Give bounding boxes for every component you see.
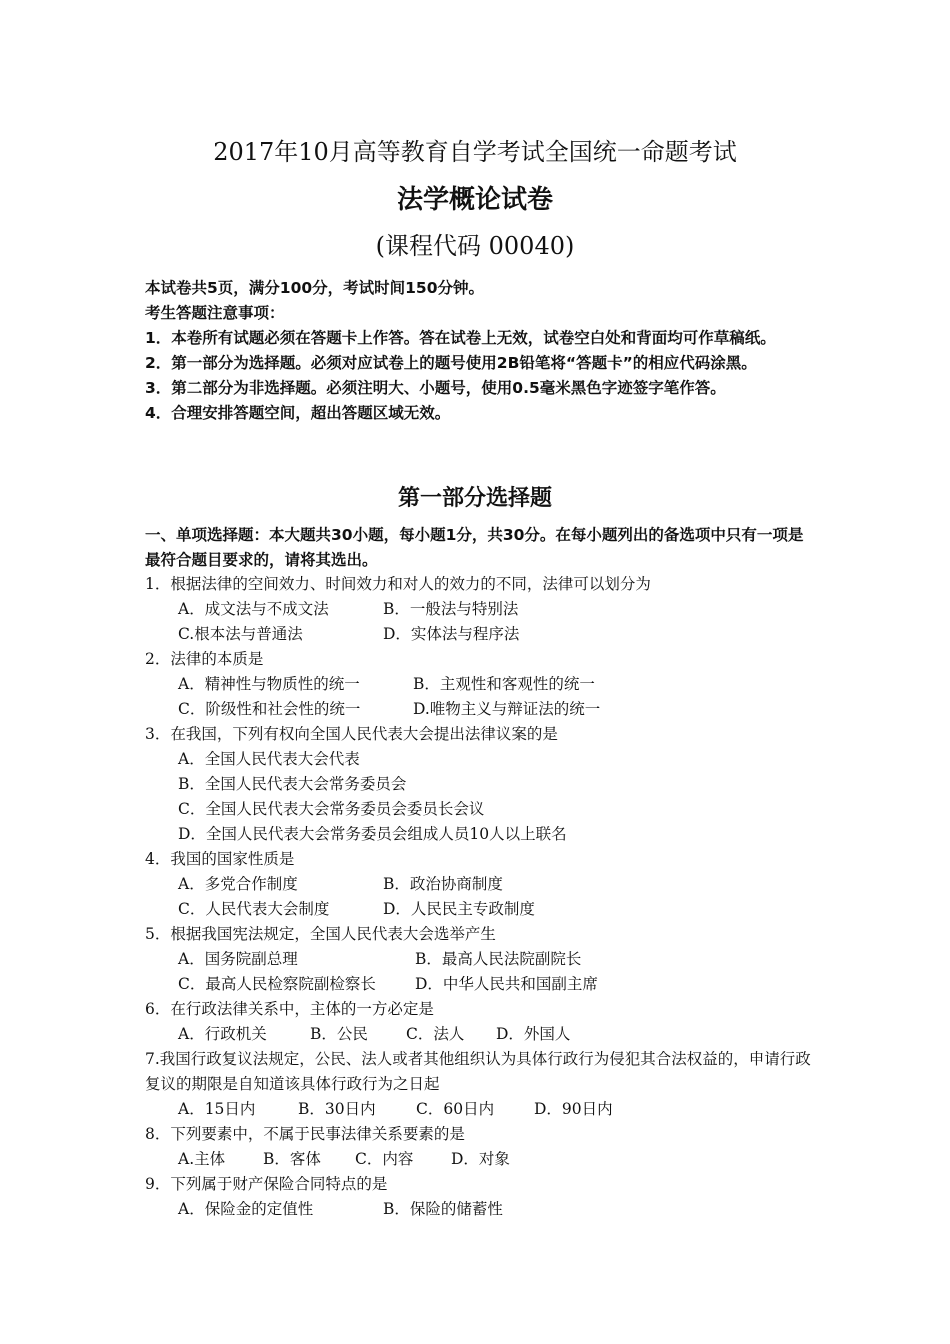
answer-option: B．客体	[263, 1150, 321, 1168]
answer-option: B．最高人民法院副院长	[415, 950, 582, 968]
option-row	[145, 1022, 825, 1047]
answer-option: D．实体法与程序法	[383, 625, 520, 643]
answer-option: B．公民	[310, 1025, 368, 1043]
question-stem: 9．下列属于财产保险合同特点的是	[145, 1175, 388, 1193]
answer-option: A．保险金的定值性	[178, 1200, 314, 1218]
option-row	[145, 672, 825, 697]
question-stem: 6．在行政法律关系中，主体的一方必定是	[145, 1000, 434, 1018]
answer-option: A．全国人民代表大会代表	[178, 750, 360, 768]
option-row	[145, 947, 825, 972]
option-row	[145, 797, 825, 822]
question-stem: 3．在我国，下列有权向全国人民代表大会提出法律议案的是	[145, 725, 558, 743]
answer-option: A．国务院副总理	[178, 950, 298, 968]
answer-option: C．60日内	[416, 1100, 495, 1118]
option-row	[145, 897, 825, 922]
note-line: 4．合理安排答题空间，超出答题区域无效。	[145, 404, 451, 422]
option-row	[145, 1147, 825, 1172]
exam-header-line: 2017年10月高等教育自学考试全国统一命题考试	[213, 138, 737, 166]
option-row	[145, 872, 825, 897]
note-line: 3．第二部分为非选择题。必须注明大、小题号，使用0.5毫米黑色字迹签字笔作答。	[145, 379, 726, 397]
answer-option: D．对象	[451, 1150, 510, 1168]
course-code: (课程代码 00040)	[375, 232, 575, 260]
answer-option: C．最高人民检察院副检察长	[178, 975, 376, 993]
answer-option: C.根本法与普通法	[178, 625, 303, 643]
question-stem: 7.我国行政复议法规定，公民、法人或者其他组织认为具体行政行为侵犯其合法权益的，申请行政复议的期限是自知道该具体行政行为之日起	[145, 1050, 811, 1093]
question-stem: 2．法律的本质是	[145, 650, 264, 668]
question-stem: 8．下列要素中，不属于民事法律关系要素的是	[145, 1125, 465, 1143]
answer-option: B．全国人民代表大会常务委员会	[178, 775, 407, 793]
answer-option: C．法人	[406, 1025, 465, 1043]
section-title: 第一部分选择题	[397, 486, 552, 511]
answer-option: B．保险的储蓄性	[383, 1200, 503, 1218]
question-stem: 1．根据法律的空间效力、时间效力和对人的效力的不同，法律可以划分为	[145, 575, 651, 593]
answer-option: C．内容	[355, 1150, 414, 1168]
question-stem: 4．我国的国家性质是	[145, 850, 295, 868]
answer-option: C．人民代表大会制度	[178, 900, 330, 918]
option-row	[145, 972, 825, 997]
answer-option: D.唯物主义与辩证法的统一	[413, 700, 601, 718]
answer-option: C．全国人民代表大会常务委员会委员长会议	[178, 800, 485, 818]
option-row	[145, 747, 825, 772]
answer-option: C．阶级性和社会性的统一	[178, 700, 361, 718]
answer-option: D．人民民主专政制度	[383, 900, 535, 918]
section-instruction: 一、单项选择题：本大题共30小题，每小题1分，共30分。在每小题列出的备选项中只有一项是最符合题目要求的，请将其选出。	[145, 526, 804, 569]
answer-option: A．成文法与不成文法	[178, 600, 329, 618]
option-row	[145, 622, 825, 647]
answer-option: A．精神性与物质性的统一	[178, 675, 360, 693]
answer-option: B．主观性和客观性的统一	[413, 675, 595, 693]
answer-option: A．多党合作制度	[178, 875, 298, 893]
option-row	[145, 1097, 825, 1122]
option-row	[145, 597, 825, 622]
exam-paper-title: 法学概论试卷	[396, 185, 553, 215]
option-row	[145, 772, 825, 797]
option-row	[145, 822, 825, 847]
option-row	[145, 1197, 825, 1222]
note-line: 本试卷共5页，满分100分，考试时间150分钟。	[145, 279, 484, 297]
question-stem: 5．根据我国宪法规定，全国人民代表大会选举产生	[145, 925, 496, 943]
exam-notes	[145, 276, 817, 426]
note-line: 2．第一部分为选择题。必须对应试卷上的题号使用2B铅笔将“答题卡”的相应代码涂黑。	[145, 354, 757, 372]
answer-option: D．中华人民共和国副主席	[415, 975, 598, 993]
answer-option: D．外国人	[496, 1025, 571, 1043]
answer-option: B．一般法与特别法	[383, 600, 519, 618]
question-list	[145, 572, 825, 1222]
answer-option: A.主体	[178, 1150, 226, 1168]
answer-option: A．15日内	[178, 1100, 256, 1118]
note-line: 考生答题注意事项：	[145, 304, 285, 322]
note-line: 1．本卷所有试题必须在答题卡上作答。答在试卷上无效，试卷空白处和背面均可作草稿纸。	[145, 329, 776, 347]
option-row	[145, 697, 825, 722]
answer-option: D．全国人民代表大会常务委员会组成人员10人以上联名	[178, 825, 567, 843]
answer-option: D．90日内	[534, 1100, 613, 1118]
answer-option: A．行政机关	[178, 1025, 267, 1043]
answer-option: B．30日内	[298, 1100, 376, 1118]
answer-option: B．政治协商制度	[383, 875, 503, 893]
